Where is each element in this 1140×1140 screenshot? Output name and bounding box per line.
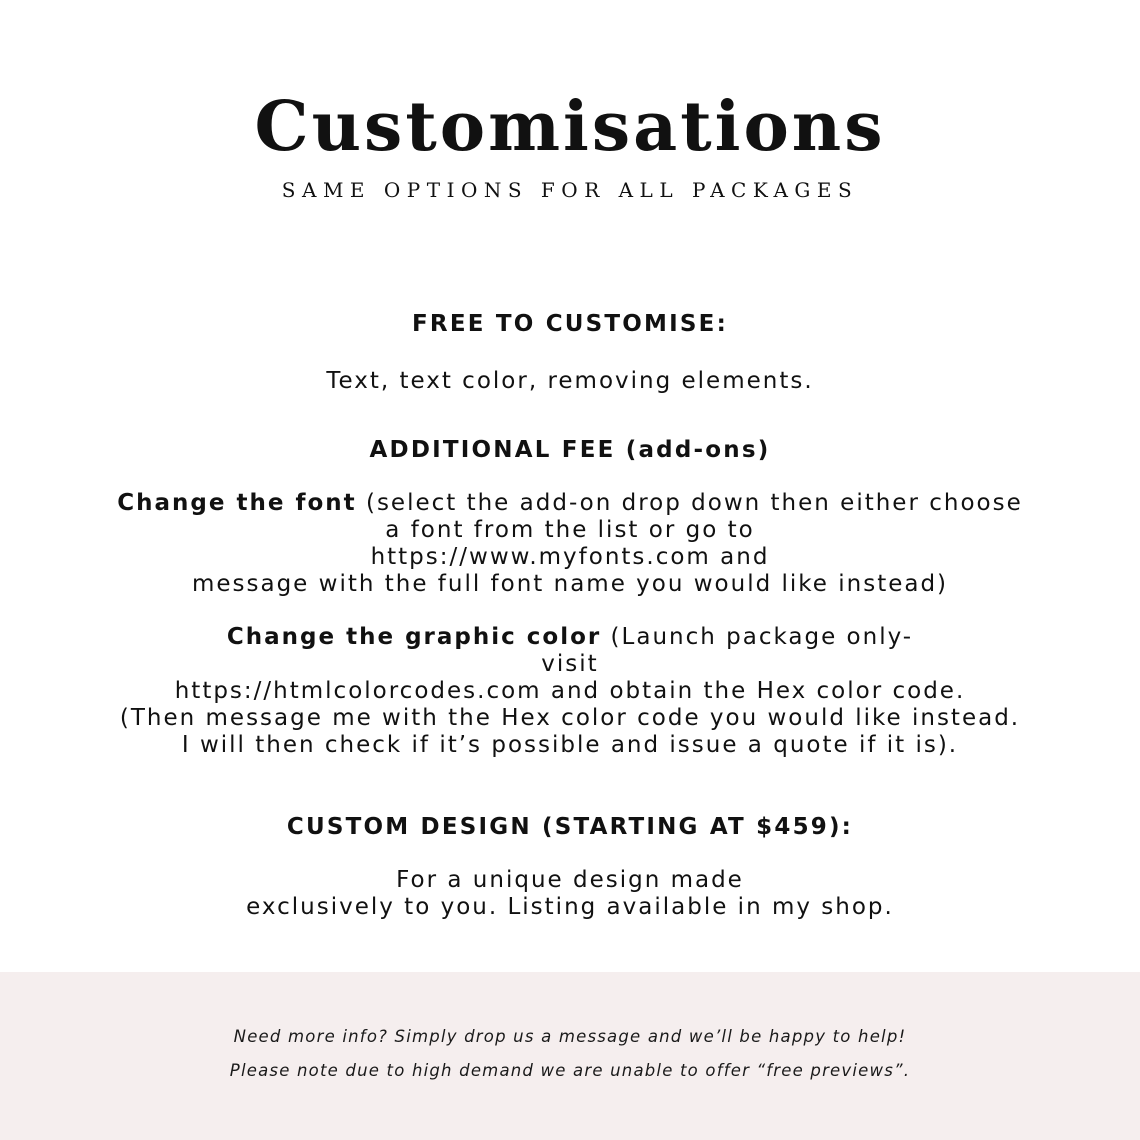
font-addon-label: Change the font (117, 490, 357, 516)
additional-heading: ADDITIONAL FEE (add-ons) (369, 437, 771, 463)
graphic-addon-line-2: visit (541, 651, 599, 677)
custom-design-text (0, 867, 1140, 921)
footer-note (0, 972, 1140, 1140)
graphic-addon-line-3: https://htmlcolorcodes.com and obtain the Hex color code. (174, 678, 966, 704)
font-addon-section (0, 490, 1140, 598)
free-text: Text, text color, removing elements. (326, 368, 814, 394)
graphic-addon-line-5: I will then check if it’s possible and issue a quote if it is). (181, 732, 959, 758)
page-title: Customisations (254, 87, 886, 167)
custom-design-line-1: For a unique design made (396, 867, 744, 893)
custom-design-heading: CUSTOM DESIGN (STARTING AT $459): (286, 814, 854, 840)
footer-line-2: Please note due to high demand we are unable to offer “free previews”. (229, 1061, 911, 1080)
font-addon-line-2: a font from the list or go to (385, 517, 755, 543)
font-addon-line-3: https://www.myfonts.com and (370, 544, 770, 570)
footer-line-1: Need more info? Simply drop us a message and we’ll be happy to help! (233, 1027, 907, 1046)
font-addon-line-4: message with the full font name you would like instead) (191, 571, 949, 597)
custom-design-line-2: exclusively to you. Listing available in my shop. (246, 894, 894, 920)
graphic-addon-label: Change the graphic color (226, 624, 602, 650)
page-subtitle: SAME OPTIONS FOR ALL PACKAGES (281, 178, 859, 202)
graphic-addon-line-4: (Then message me with the Hex color code you would like instead. (119, 705, 1021, 731)
free-heading: FREE TO CUSTOMISE: (412, 311, 728, 337)
font-addon-text-1: (select the add-on drop down then either choose (356, 490, 1023, 516)
graphic-addon-section (0, 624, 1140, 759)
graphic-addon-line-1 (0, 624, 1140, 651)
font-addon-line-1 (0, 490, 1140, 517)
graphic-addon-text-1: (Launch package only- (601, 624, 914, 650)
